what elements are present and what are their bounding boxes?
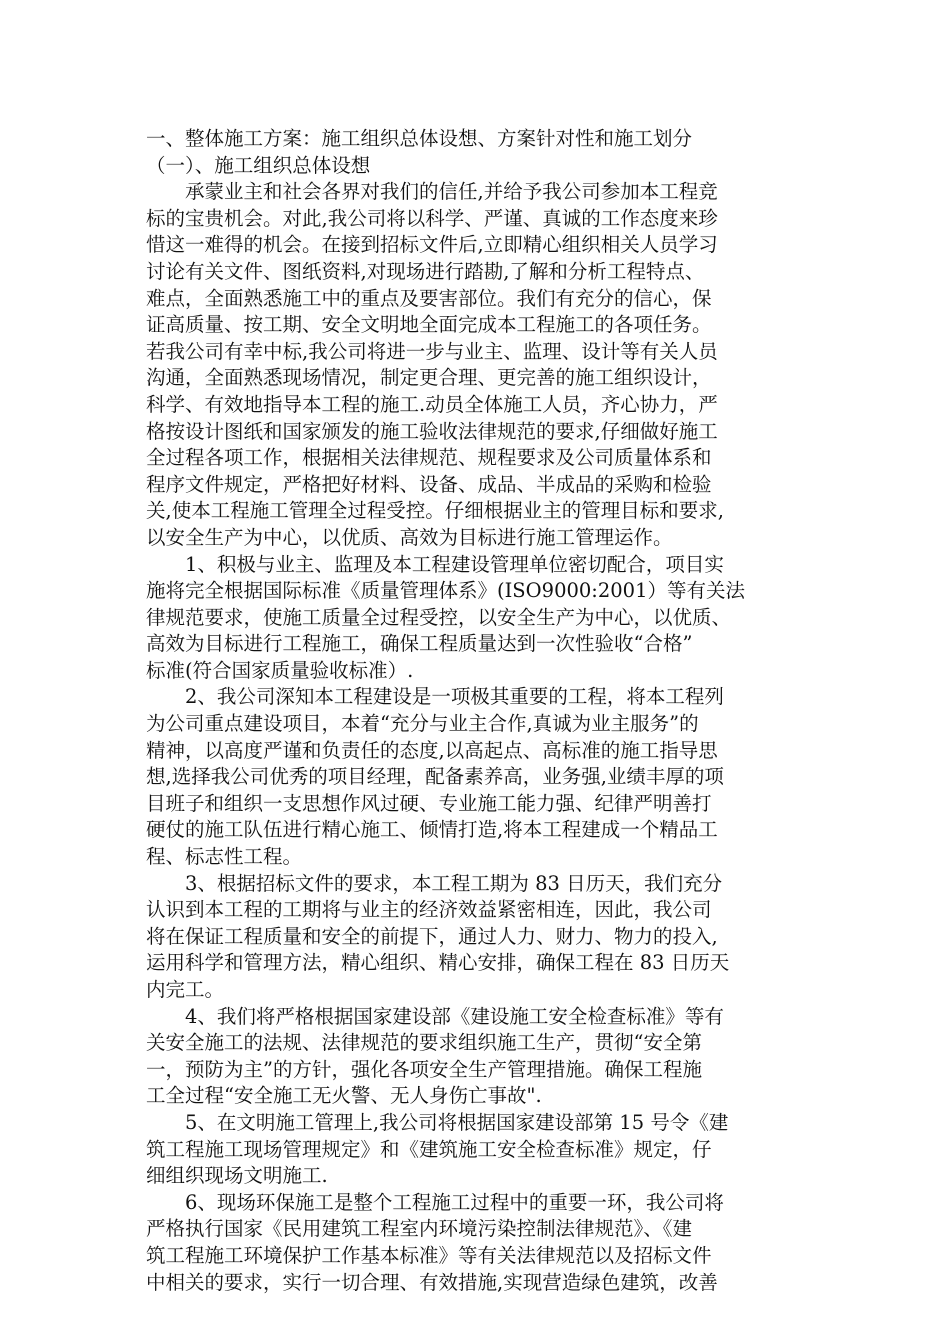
text-line: 3、根据招标文件的要求，本工程工期为 83 日历天，我们充分	[146, 871, 723, 895]
text-line: 一，预防为主”的方针，强化各项安全生产管理措施。确保工程施	[146, 1057, 702, 1081]
text-line: 承蒙业主和社会各界对我们的信任,并给予我公司参加本工程竞	[146, 180, 718, 204]
text-line: 为公司重点建设项目，本着“充分与业主合作,真诚为业主服务”的	[146, 712, 699, 736]
text-line: 科学、有效地指导本工程的施工.动员全体施工人员，齐心协力，严	[146, 392, 718, 416]
text-line: 律规范要求，使施工质量全过程受控，以安全生产为中心，以优质、	[146, 605, 732, 629]
text-line: 硬仗的施工队伍进行精心施工、倾情打造,将本工程建成一个精品工	[146, 818, 718, 842]
text-line: 施将完全根据国际标准《质量管理体系》(ISO9000:2001）等有关法	[146, 579, 745, 603]
text-line: 想,选择我公司优秀的项目经理，配备素养高，业务强,业绩丰厚的项	[146, 765, 724, 789]
text-line: 中相关的要求，实行一切合理、有效措施,实现营造绿色建筑，改善	[146, 1270, 718, 1294]
text-line: 筑工程施工环境保护工作基本标准》等有关法律规范以及招标文件	[146, 1243, 712, 1267]
text-line: 细组织现场文明施工.	[146, 1164, 328, 1188]
text-line: 以安全生产为中心，以优质、高效为目标进行施工管理运作。	[146, 525, 673, 549]
text-line: 程、标志性工程。	[146, 845, 303, 869]
text-line: 筑工程施工现场管理规定》和《建筑施工安全检查标准》规定，仔	[146, 1137, 712, 1161]
text-line: 全过程各项工作，根据相关法律规范、规程要求及公司质量体系和	[146, 446, 712, 470]
text-line: 标的宝贵机会。对此,我公司将以科学、严谨、真诚的工作态度来珍	[146, 206, 718, 230]
text-line: 6、现场环保施工是整个工程施工过程中的重要一环，我公司将	[146, 1190, 724, 1214]
text-line: 讨论有关文件、图纸资料,对现场进行踏勘,了解和分析工程特点、	[146, 259, 705, 283]
text-line: 认识到本工程的工期将与业主的经济效益紧密相连，因此，我公司	[146, 898, 712, 922]
text-line: 1、积极与业主、监理及本工程建设管理单位密切配合，项目实	[146, 552, 724, 576]
text-line: 严格执行国家《民用建筑工程室内环境污染控制法律规范》、《建	[146, 1217, 693, 1241]
section-heading: 一、整体施工方案：施工组织总体设想、方案针对性和施工划分	[146, 127, 693, 150]
text-line: 关安全施工的法规、法律规范的要求组织施工生产，贯彻“安全第	[146, 1031, 702, 1055]
text-line: 工全过程“安全施工无火警、无人身伤亡事故".	[146, 1084, 542, 1108]
text-line: 证高质量、按工期、安全文明地全面完成本工程施工的各项任务。	[146, 313, 712, 337]
text-line: 难点，全面熟悉施工中的重点及要害部位。我们有充分的信心，保	[146, 286, 712, 310]
subsection-heading: （一）、施工组织总体设想	[146, 153, 371, 177]
text-line: 5、在文明施工管理上,我公司将根据国家建设部第 15 号令《建	[146, 1110, 729, 1134]
text-line: 目班子和组织一支思想作风过硬、专业施工能力强、纪律严明善打	[146, 791, 712, 815]
text-line: 若我公司有幸中标,我公司将进一步与业主、监理、设计等有关人员	[146, 339, 718, 363]
text-line: 高效为目标进行工程施工，确保工程质量达到一次性验收“合格”	[146, 632, 693, 656]
text-line: 内完工。	[146, 978, 225, 1001]
document-body	[146, 126, 816, 1296]
text-line: 程序文件规定，严格把好材料、设备、成品、半成品的采购和检验	[146, 472, 712, 496]
text-line: 惜这一难得的机会。在接到招标文件后,立即精心组织相关人员学习	[146, 233, 718, 257]
text-line: 标准(符合国家质量验收标准）.	[146, 658, 414, 682]
text-line: 精神，以高度严谨和负责任的态度,以高起点、高标准的施工指导思	[146, 738, 718, 762]
text-line: 2、我公司深知本工程建设是一项极其重要的工程，将本工程列	[146, 685, 724, 709]
text-line: 沟通，全面熟悉现场情况，制定更合理、更完善的施工组织设计，	[146, 366, 712, 390]
text-line: 4、我们将严格根据国家建设部《建设施工安全检查标准》等有	[146, 1004, 724, 1028]
text-line: 将在保证工程质量和安全的前提下，通过人力、财力、物力的投入,	[146, 924, 718, 948]
text-line: 关,使本工程施工管理全过程受控。仔细根据业主的管理目标和要求,	[146, 499, 724, 523]
text-line: 运用科学和管理方法，精心组织、精心安排，确保工程在 83 日历天	[146, 951, 730, 975]
text-line: 格按设计图纸和国家颁发的施工验收法律规范的要求,仔细做好施工	[146, 419, 718, 443]
